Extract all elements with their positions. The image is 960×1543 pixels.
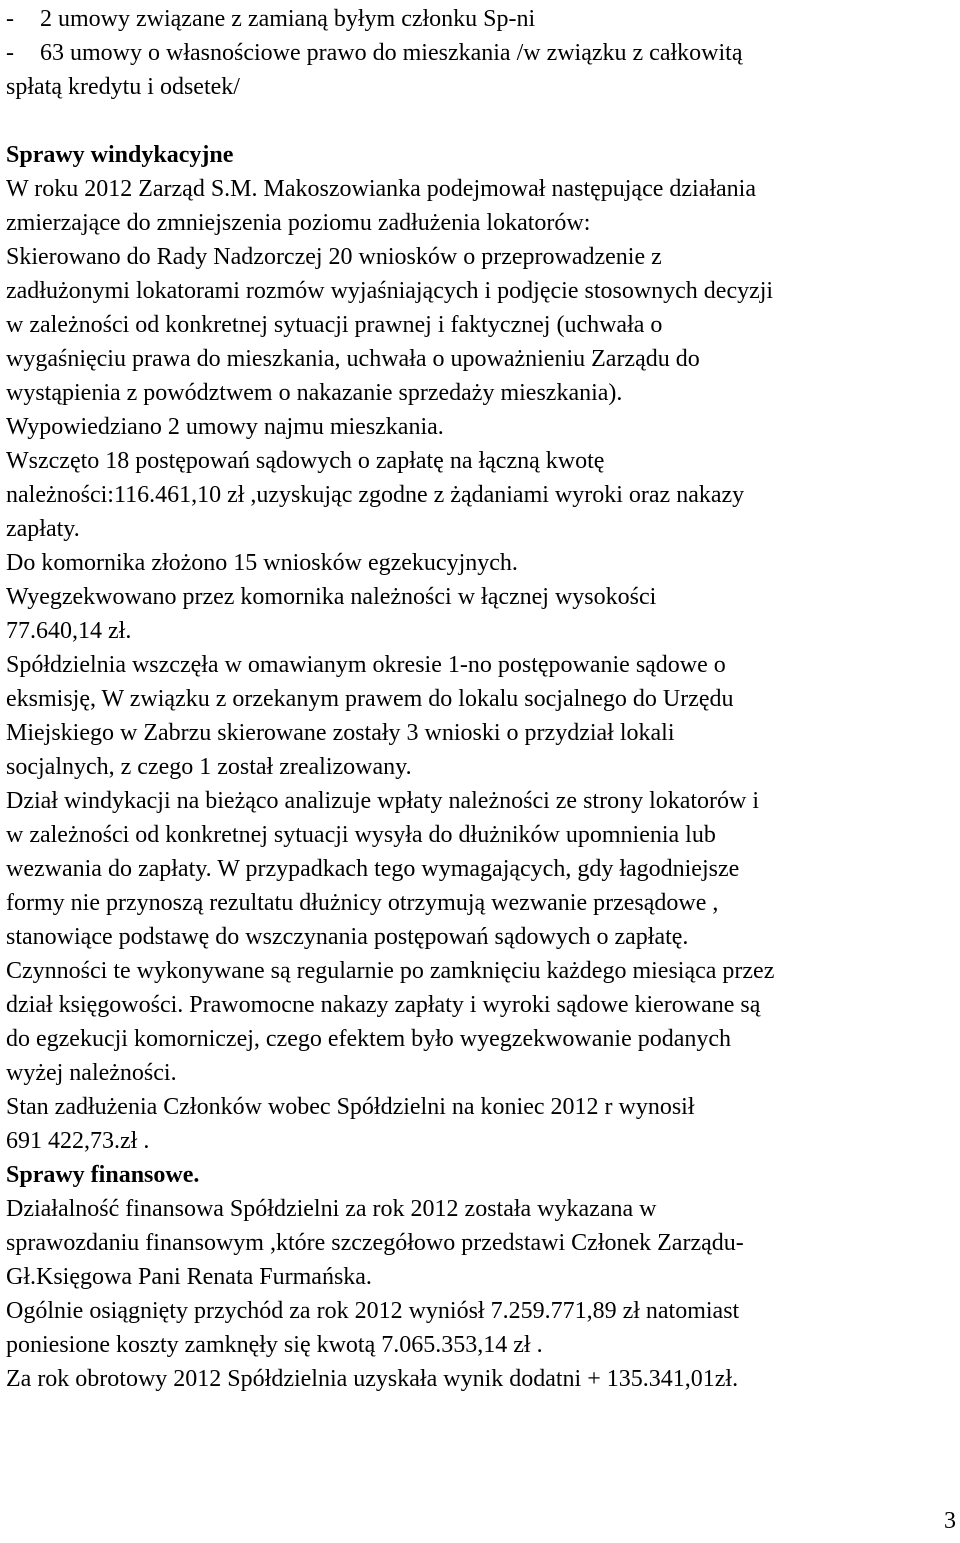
text-line: do egzekucji komorniczej, czego efektem było wyegzekwowanie podanych: [6, 1026, 732, 1052]
text-line: Wypowiedziano 2 umowy najmu mieszkania.: [6, 414, 444, 440]
document-page: [6, 2, 954, 1396]
text-line: Działalność finansowa Spółdzielni za rok 2012 została wykazana w: [6, 1196, 657, 1222]
text-line: Do komornika złożono 15 wniosków egzekucyjnych.: [6, 550, 518, 576]
bullet-dash: -: [6, 6, 14, 32]
text-line: Wszczęto 18 postępowań sądowych o zapłatę na łączną kwotę: [6, 448, 605, 474]
section-heading-debt: Sprawy windykacyjne: [6, 142, 234, 168]
text-line: Gł.Księgowa Pani Renata Furmańska.: [6, 1264, 372, 1290]
text-line: Za rok obrotowy 2012 Spółdzielnia uzyskała wynik dodatni + 135.341,01zł.: [6, 1366, 739, 1392]
text-line: Miejskiego w Zabrzu skierowane zostały 3 wnioski o przydział lokali: [6, 720, 675, 746]
text-line: wygaśnięciu prawa do mieszkania, uchwała o upoważnieniu Zarządu do: [6, 346, 700, 372]
list-item-text: 63 umowy o własnościowe prawo do mieszkania /w związku z całkowitą: [40, 40, 743, 66]
list-item-text: 2 umowy związane z zamianą byłym członku Sp-ni: [40, 6, 536, 32]
text-line: Skierowano do Rady Nadzorczej 20 wniosków o przeprowadzenie z: [6, 244, 662, 270]
text-line: wyżej należności.: [6, 1060, 177, 1086]
bullet-dash: -: [6, 40, 14, 66]
spacer: [6, 104, 954, 138]
list-item: [6, 2, 954, 36]
text-line: eksmisję, W związku z orzekanym prawem do lokalu socjalnego do Urzędu: [6, 686, 734, 712]
text-line: 691 422,73.zł .: [6, 1128, 150, 1154]
text-line: sprawozdaniu finansowym ,które szczegółowo przedstawi Członek Zarządu-: [6, 1230, 744, 1256]
text-line: Wyegzekwowano przez komornika należności w łącznej wysokości: [6, 584, 657, 610]
text-line: w zależności od konkretnej sytuacji wysyła do dłużników upomnienia lub: [6, 822, 716, 848]
text-line: zmierzające do zmniejszenia poziomu zadłużenia lokatorów:: [6, 210, 591, 236]
text-line: 77.640,14 zł.: [6, 618, 132, 644]
text-line: wystąpienia z powództwem o nakazanie sprzedaży mieszkania).: [6, 380, 623, 406]
list-item: [6, 36, 954, 70]
text-line: Czynności te wykonywane są regularnie po zamknięciu każdego miesiąca przez: [6, 958, 775, 984]
text-line: stanowiące podstawę do wszczynania postępowań sądowych o zapłatę.: [6, 924, 689, 950]
text-line: zadłużonymi lokatorami rozmów wyjaśniających i podjęcie stosownych decyzji: [6, 278, 774, 304]
text-line: Dział windykacji na bieżąco analizuje wpłaty należności ze strony lokatorów i: [6, 788, 760, 814]
section-body-debt: [6, 172, 954, 1158]
text-line: poniesione koszty zamknęły się kwotą 7.065.353,14 zł .: [6, 1332, 543, 1358]
text-line: W roku 2012 Zarząd S.M. Makoszowianka podejmował następujące działania: [6, 176, 756, 202]
text-line: wezwania do zapłaty. W przypadkach tego wymagających, gdy łagodniejsze: [6, 856, 740, 882]
text-line: formy nie przynoszą rezultatu dłużnicy otrzymują wezwanie przesądowe ,: [6, 890, 719, 916]
text-line: Stan zadłużenia Członków wobec Spółdzielni na koniec 2012 r wynosił: [6, 1094, 695, 1120]
text-line: w zależności od konkretnej sytuacji prawnej i faktycznej (uchwała o: [6, 312, 663, 338]
text-line: należności:116.461,10 zł ,uzyskując zgodne z żądaniami wyroki oraz nakazy: [6, 482, 745, 508]
text-line: zapłaty.: [6, 516, 80, 542]
text-line: dział księgowości. Prawomocne nakazy zapłaty i wyroki sądowe kierowane są: [6, 992, 761, 1018]
text-line: socjalnych, z czego 1 został zrealizowany.: [6, 754, 412, 780]
section-body-finance: [6, 1192, 954, 1396]
text-line: Spółdzielnia wszczęła w omawianym okresie 1-no postępowanie sądowe o: [6, 652, 726, 678]
list-item-continuation: spłatą kredytu i odsetek/: [6, 74, 240, 100]
section-heading-finance: Sprawy finansowe.: [6, 1162, 200, 1188]
page-number: 3: [944, 1508, 956, 1534]
text-line: Ogólnie osiągnięty przychód za rok 2012 wyniósł 7.259.771,89 zł natomiast: [6, 1298, 740, 1324]
